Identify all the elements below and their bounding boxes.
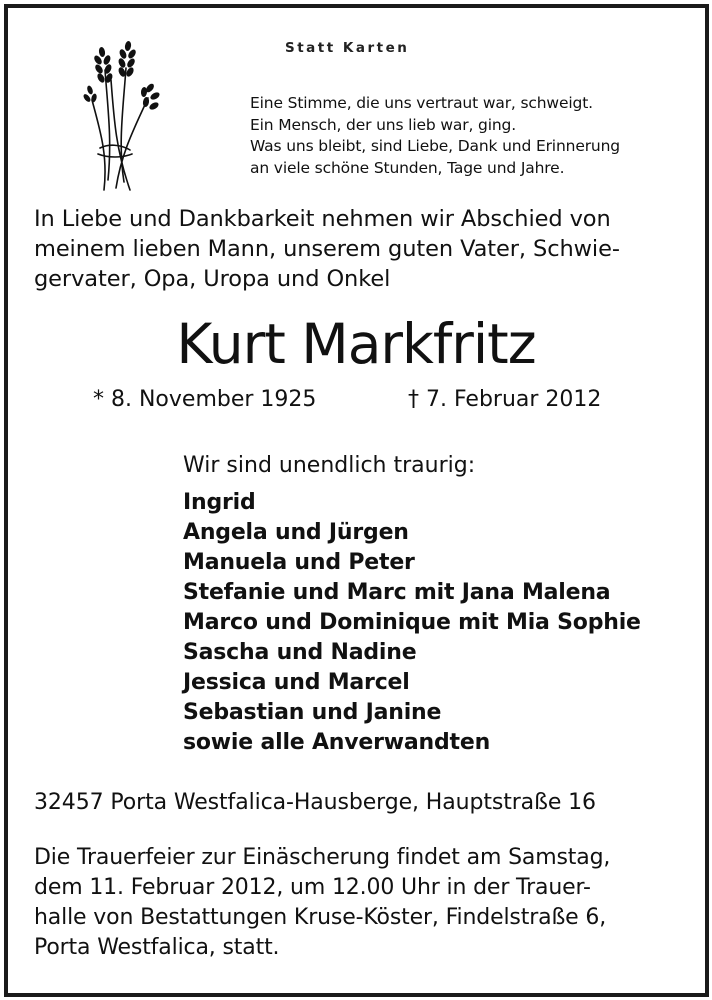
ceremony-line: halle von Bestattungen Kruse-Köster, Findelstraße 6,	[34, 905, 607, 930]
mourners-list	[183, 488, 641, 758]
poem-line: Was uns bleibt, sind Liebe, Dank und Erinnerung	[250, 137, 620, 155]
intro-line: In Liebe und Dankbarkeit nehmen wir Abschied von	[34, 206, 611, 232]
mourner-name: Manuela und Peter	[183, 550, 415, 575]
wheat-ears-icon	[78, 40, 168, 195]
mourner-name: Sascha und Nadine	[183, 640, 417, 665]
ceremony-line: Die Trauerfeier zur Einäscherung findet am Samstag,	[34, 845, 611, 870]
mourner-name: Angela und Jürgen	[183, 520, 409, 545]
farewell-intro	[34, 204, 620, 294]
mourners-intro: Wir sind unendlich traurig:	[183, 453, 476, 478]
address: 32457 Porta Westfalica-Hausberge, Hauptstraße 16	[34, 790, 596, 815]
mourner-name: Jessica und Marcel	[183, 670, 410, 695]
mourner-name: Stefanie und Marc mit Jana Malena	[183, 580, 611, 605]
ceremony-line: dem 11. Februar 2012, um 12.00 Uhr in der Trauer-	[34, 875, 591, 900]
mourner-name: Ingrid	[183, 490, 256, 515]
mourner-name: Marco und Dominique mit Mia Sophie	[183, 610, 641, 635]
death-date: † 7. Februar 2012	[408, 387, 602, 412]
mourner-name: Sebastian und Janine	[183, 700, 442, 725]
deceased-name: Kurt Markfritz	[176, 312, 536, 376]
poem-line: Ein Mensch, der uns lieb war, ging.	[250, 115, 516, 134]
statt-karten-label: Statt Karten	[285, 40, 410, 56]
poem-line: Eine Stimme, die uns vertraut war, schweigt.	[250, 94, 593, 112]
poem-line: an viele schöne Stunden, Tage und Jahre.	[250, 158, 565, 177]
birth-date: * 8. November 1925	[93, 387, 317, 412]
mourner-name: sowie alle Anverwandten	[183, 730, 491, 755]
poem	[250, 93, 620, 179]
ceremony-line: Porta Westfalica, statt.	[34, 935, 280, 960]
intro-line: meinem lieben Mann, unserem guten Vater, Schwie-	[34, 236, 620, 262]
intro-line: gervater, Opa, Uropa und Onkel	[34, 266, 391, 292]
ceremony-notice	[34, 843, 610, 963]
